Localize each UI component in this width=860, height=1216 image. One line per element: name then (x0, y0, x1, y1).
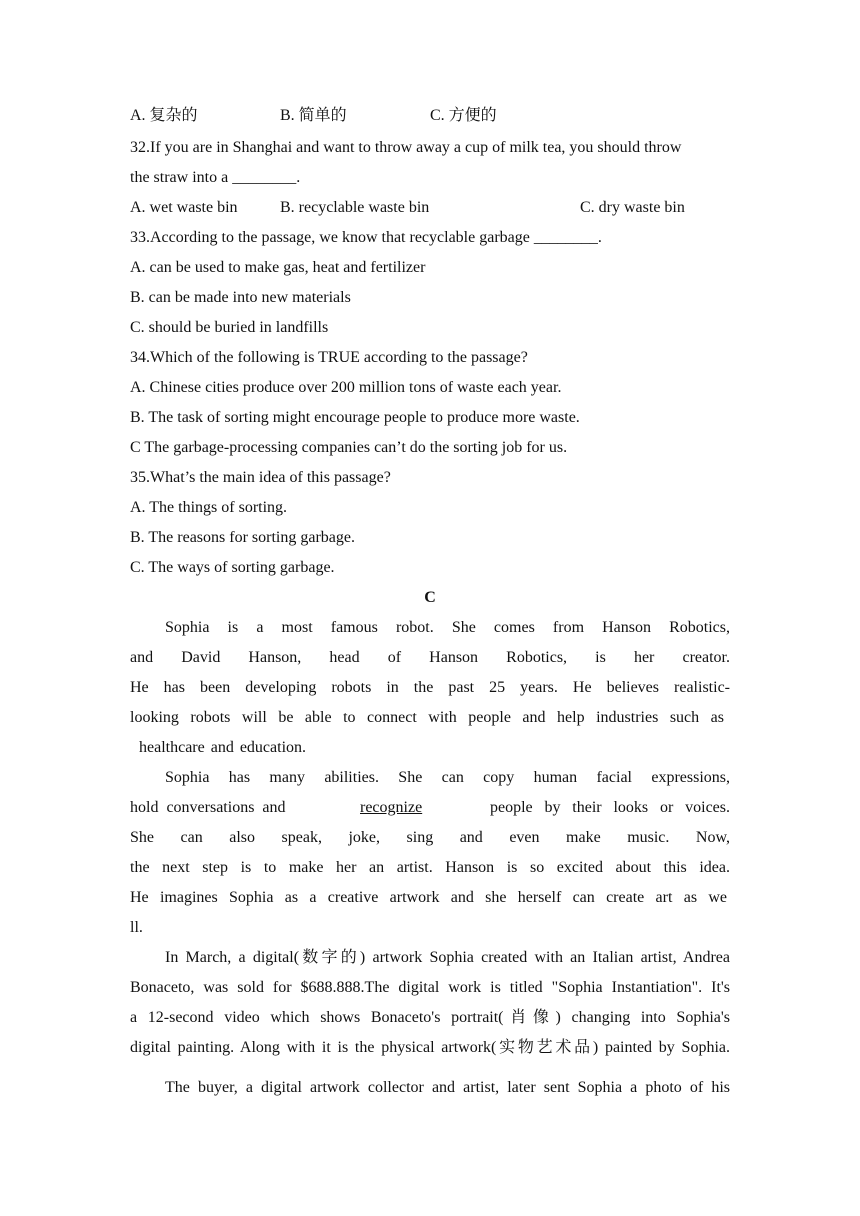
paragraph-line: He has been developing robots in the past 25 years. He believes realistic- (130, 679, 730, 696)
option-c: C. should be buried in landfills (130, 319, 329, 336)
underlined-word: recognize (360, 799, 423, 816)
paragraph-line: He imagines Sophia as a creative artwork and she herself can create art as we (130, 889, 727, 906)
paragraph-line: She can also speak, joke, sing and even make music. Now, (130, 829, 730, 846)
paragraph-line (130, 793, 730, 823)
question-stem: 32.If you are in Shanghai and want to throw away a cup of milk tea, you should throw (130, 139, 682, 156)
option-a: A. Chinese cities produce over 200 million tons of waste each year. (130, 379, 562, 396)
text-segment: hold conversations and (130, 799, 286, 816)
option-a: A. can be used to make gas, heat and fertilizer (130, 259, 426, 276)
paragraph-line: digital painting. Along with it is the physical artwork(实物艺术品) painted by Sophia. (130, 1039, 730, 1056)
paragraph-line: Sophia has many abilities. She can copy human facial expressions, (165, 769, 730, 786)
question-stem-cont: the straw into a ________. (130, 169, 301, 186)
paragraph-line: healthcare and education. (139, 739, 307, 756)
option-c: C The garbage-processing companies can’t do the sorting job for us. (130, 439, 568, 456)
option-c: C. 方便的 (430, 107, 497, 124)
paragraph-line: looking robots will be able to connect with people and help industries such as (130, 709, 724, 726)
option-b: B. The task of sorting might encourage people to produce more waste. (130, 409, 580, 426)
option-c: C. dry waste bin (580, 199, 685, 216)
question-stem: 35.What’s the main idea of this passage? (130, 469, 391, 486)
paragraph-line: In March, a digital(数字的) artwork Sophia created with an Italian artist, Andrea (165, 949, 730, 966)
option-c: C. The ways of sorting garbage. (130, 559, 335, 576)
paragraph-line: Bonaceto, was sold for $688.888.The digital work is titled "Sophia Instantiation". It's (130, 979, 730, 996)
question-stem: 33.According to the passage, we know that recyclable garbage ________. (130, 229, 602, 246)
section-heading: C (424, 589, 436, 606)
paragraph-line: Sophia is a most famous robot. She comes from Hanson Robotics, (165, 619, 730, 636)
text-segment: people by their looks or voices. (490, 799, 730, 816)
option-b: B. recyclable waste bin (280, 199, 430, 216)
option-a: A. The things of sorting. (130, 499, 288, 516)
option-a: A. wet waste bin (130, 199, 238, 216)
option-b: B. can be made into new materials (130, 289, 351, 306)
paragraph-line: ll. (130, 919, 143, 936)
option-b: B. 简单的 (280, 107, 347, 124)
paragraph-line: the next step is to make her an artist. Hanson is so excited about this idea. (130, 859, 730, 876)
option-a: A. 复杂的 (130, 107, 198, 124)
paragraph-line: a 12-second video which shows Bonaceto's portrait(肖像) changing into Sophia's (130, 1009, 730, 1026)
option-b: B. The reasons for sorting garbage. (130, 529, 355, 546)
paragraph-line: The buyer, a digital artwork collector and artist, later sent Sophia a photo of his (165, 1079, 730, 1096)
question-stem: 34.Which of the following is TRUE according to the passage? (130, 349, 528, 366)
paragraph-line: and David Hanson, head of Hanson Robotics, is her creator. (130, 649, 730, 666)
